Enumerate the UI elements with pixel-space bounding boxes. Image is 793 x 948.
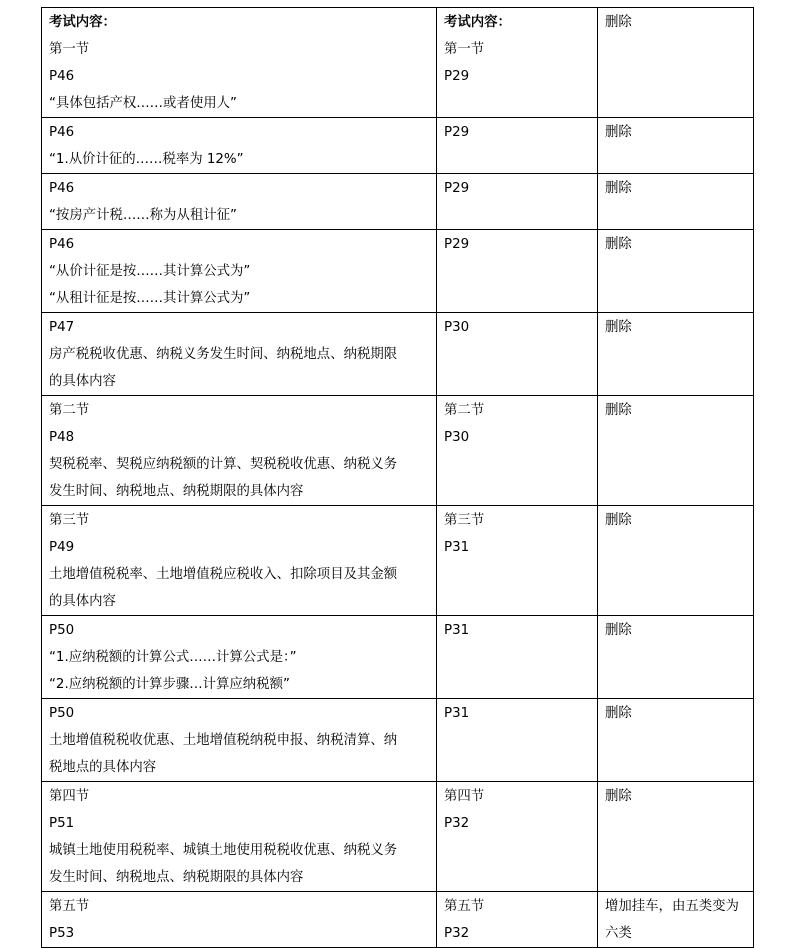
cell-line: P46: [49, 181, 75, 196]
cell-line: “2.应纳税额的计算步骤…计算应纳税额”: [49, 677, 290, 692]
change-note-cell: [598, 8, 754, 118]
table-row: [42, 313, 754, 396]
cell-line: 契税税率、契税应纳税额的计算、契税税收优惠、纳税义务: [49, 457, 398, 472]
cell-line: “1.应纳税额的计算公式……计算公式是：”: [49, 650, 297, 665]
cell-line: 房产税税收优惠、纳税义务发生时间、纳税地点、纳税期限: [49, 347, 398, 362]
cell-line: P46: [49, 237, 75, 252]
cell-line: 删除: [605, 403, 632, 418]
cell-line: P31: [444, 623, 470, 638]
cell-line: 第一节: [49, 42, 90, 57]
cell-line: 的具体内容: [49, 594, 116, 609]
table-row: [42, 782, 754, 892]
cell-line: “从租计征是按……其计算公式为”: [49, 291, 251, 306]
cell-line: 考试内容：: [444, 15, 511, 30]
cell-line: P48: [49, 430, 75, 445]
cell-line: 税地点的具体内容: [49, 760, 157, 775]
revised-content-cell: [437, 699, 598, 782]
cell-line: P49: [49, 540, 75, 555]
table-row: [42, 699, 754, 782]
revised-content-cell: [437, 782, 598, 892]
cell-line: P47: [49, 320, 75, 335]
cell-line: P30: [444, 430, 470, 445]
cell-line: P29: [444, 181, 470, 196]
cell-line: 第五节: [444, 899, 485, 914]
cell-line: P30: [444, 320, 470, 335]
original-content-cell: [42, 313, 437, 396]
original-content-cell: [42, 616, 437, 699]
cell-line: 第四节: [49, 789, 90, 804]
cell-line: 删除: [605, 623, 632, 638]
change-note-cell: [598, 699, 754, 782]
cell-line: P46: [49, 69, 75, 84]
original-content-cell: [42, 782, 437, 892]
cell-line: P51: [49, 816, 75, 831]
table-row: [42, 8, 754, 118]
table-row: [42, 230, 754, 313]
change-note-cell: [598, 892, 754, 948]
cell-line: 第二节: [49, 403, 90, 418]
cell-line: 第一节: [444, 42, 485, 57]
document-page: [41, 0, 753, 948]
original-content-cell: [42, 118, 437, 174]
change-note-cell: [598, 616, 754, 699]
revised-content-cell: [437, 396, 598, 506]
revised-content-cell: [437, 313, 598, 396]
change-note-cell: [598, 782, 754, 892]
cell-line: P31: [444, 706, 470, 721]
table-row: [42, 118, 754, 174]
cell-line: 考试内容：: [49, 15, 116, 30]
revised-content-cell: [437, 174, 598, 230]
change-note-cell: [598, 230, 754, 313]
original-content-cell: [42, 174, 437, 230]
table-row: [42, 506, 754, 616]
original-content-cell: [42, 8, 437, 118]
table-row: [42, 174, 754, 230]
cell-line: 删除: [605, 125, 632, 140]
cell-line: P50: [49, 623, 75, 638]
cell-line: P29: [444, 237, 470, 252]
cell-line: “按房产计税……称为从租计征”: [49, 208, 237, 223]
change-note-cell: [598, 118, 754, 174]
cell-line: 土地增值税税率、土地增值税应税收入、扣除项目及其金额: [49, 567, 398, 582]
revised-content-cell: [437, 892, 598, 948]
original-content-cell: [42, 230, 437, 313]
cell-line: “从价计征是按……其计算公式为”: [49, 264, 251, 279]
cell-line: 第四节: [444, 789, 485, 804]
change-note-cell: [598, 506, 754, 616]
cell-line: 删除: [605, 181, 632, 196]
cell-line: 删除: [605, 320, 632, 335]
cell-line: P50: [49, 706, 75, 721]
table-row: [42, 616, 754, 699]
previous-page-table-edge: [41, 0, 753, 2]
cell-line: P32: [444, 816, 470, 831]
table-row: [42, 892, 754, 948]
cell-line: P46: [49, 125, 75, 140]
original-content-cell: [42, 396, 437, 506]
cell-line: 发生时间、纳税地点、纳税期限的具体内容: [49, 484, 304, 499]
cell-line: P29: [444, 69, 470, 84]
cell-line: 删除: [605, 789, 632, 804]
cell-line: 六类: [605, 926, 632, 941]
original-content-cell: [42, 892, 437, 948]
cell-line: 的具体内容: [49, 374, 116, 389]
cell-line: 删除: [605, 513, 632, 528]
cell-line: 第三节: [49, 513, 90, 528]
cell-line: 第三节: [444, 513, 485, 528]
cell-line: 删除: [605, 15, 632, 30]
change-note-cell: [598, 313, 754, 396]
cell-line: “具体包括产权……或者使用人”: [49, 96, 237, 111]
revision-comparison-table: [41, 7, 754, 948]
revised-content-cell: [437, 506, 598, 616]
cell-line: P32: [444, 926, 470, 941]
revised-content-cell: [437, 230, 598, 313]
change-note-cell: [598, 396, 754, 506]
cell-line: 第二节: [444, 403, 485, 418]
cell-line: 删除: [605, 237, 632, 252]
cell-line: “1.从价计征的……税率为 12%”: [49, 152, 244, 167]
cell-line: 城镇土地使用税税率、城镇土地使用税税收优惠、纳税义务: [49, 843, 398, 858]
cell-line: 第五节: [49, 899, 90, 914]
cell-line: 增加挂车，由五类变为: [605, 899, 739, 914]
cell-line: P53: [49, 926, 75, 941]
cell-line: 土地增值税税收优惠、土地增值税纳税申报、纳税清算、纳: [49, 733, 398, 748]
revised-content-cell: [437, 118, 598, 174]
cell-line: P29: [444, 125, 470, 140]
original-content-cell: [42, 699, 437, 782]
cell-line: P31: [444, 540, 470, 555]
cell-line: 发生时间、纳税地点、纳税期限的具体内容: [49, 870, 304, 885]
change-note-cell: [598, 174, 754, 230]
original-content-cell: [42, 506, 437, 616]
revised-content-cell: [437, 8, 598, 118]
table-row: [42, 396, 754, 506]
revised-content-cell: [437, 616, 598, 699]
cell-line: 删除: [605, 706, 632, 721]
